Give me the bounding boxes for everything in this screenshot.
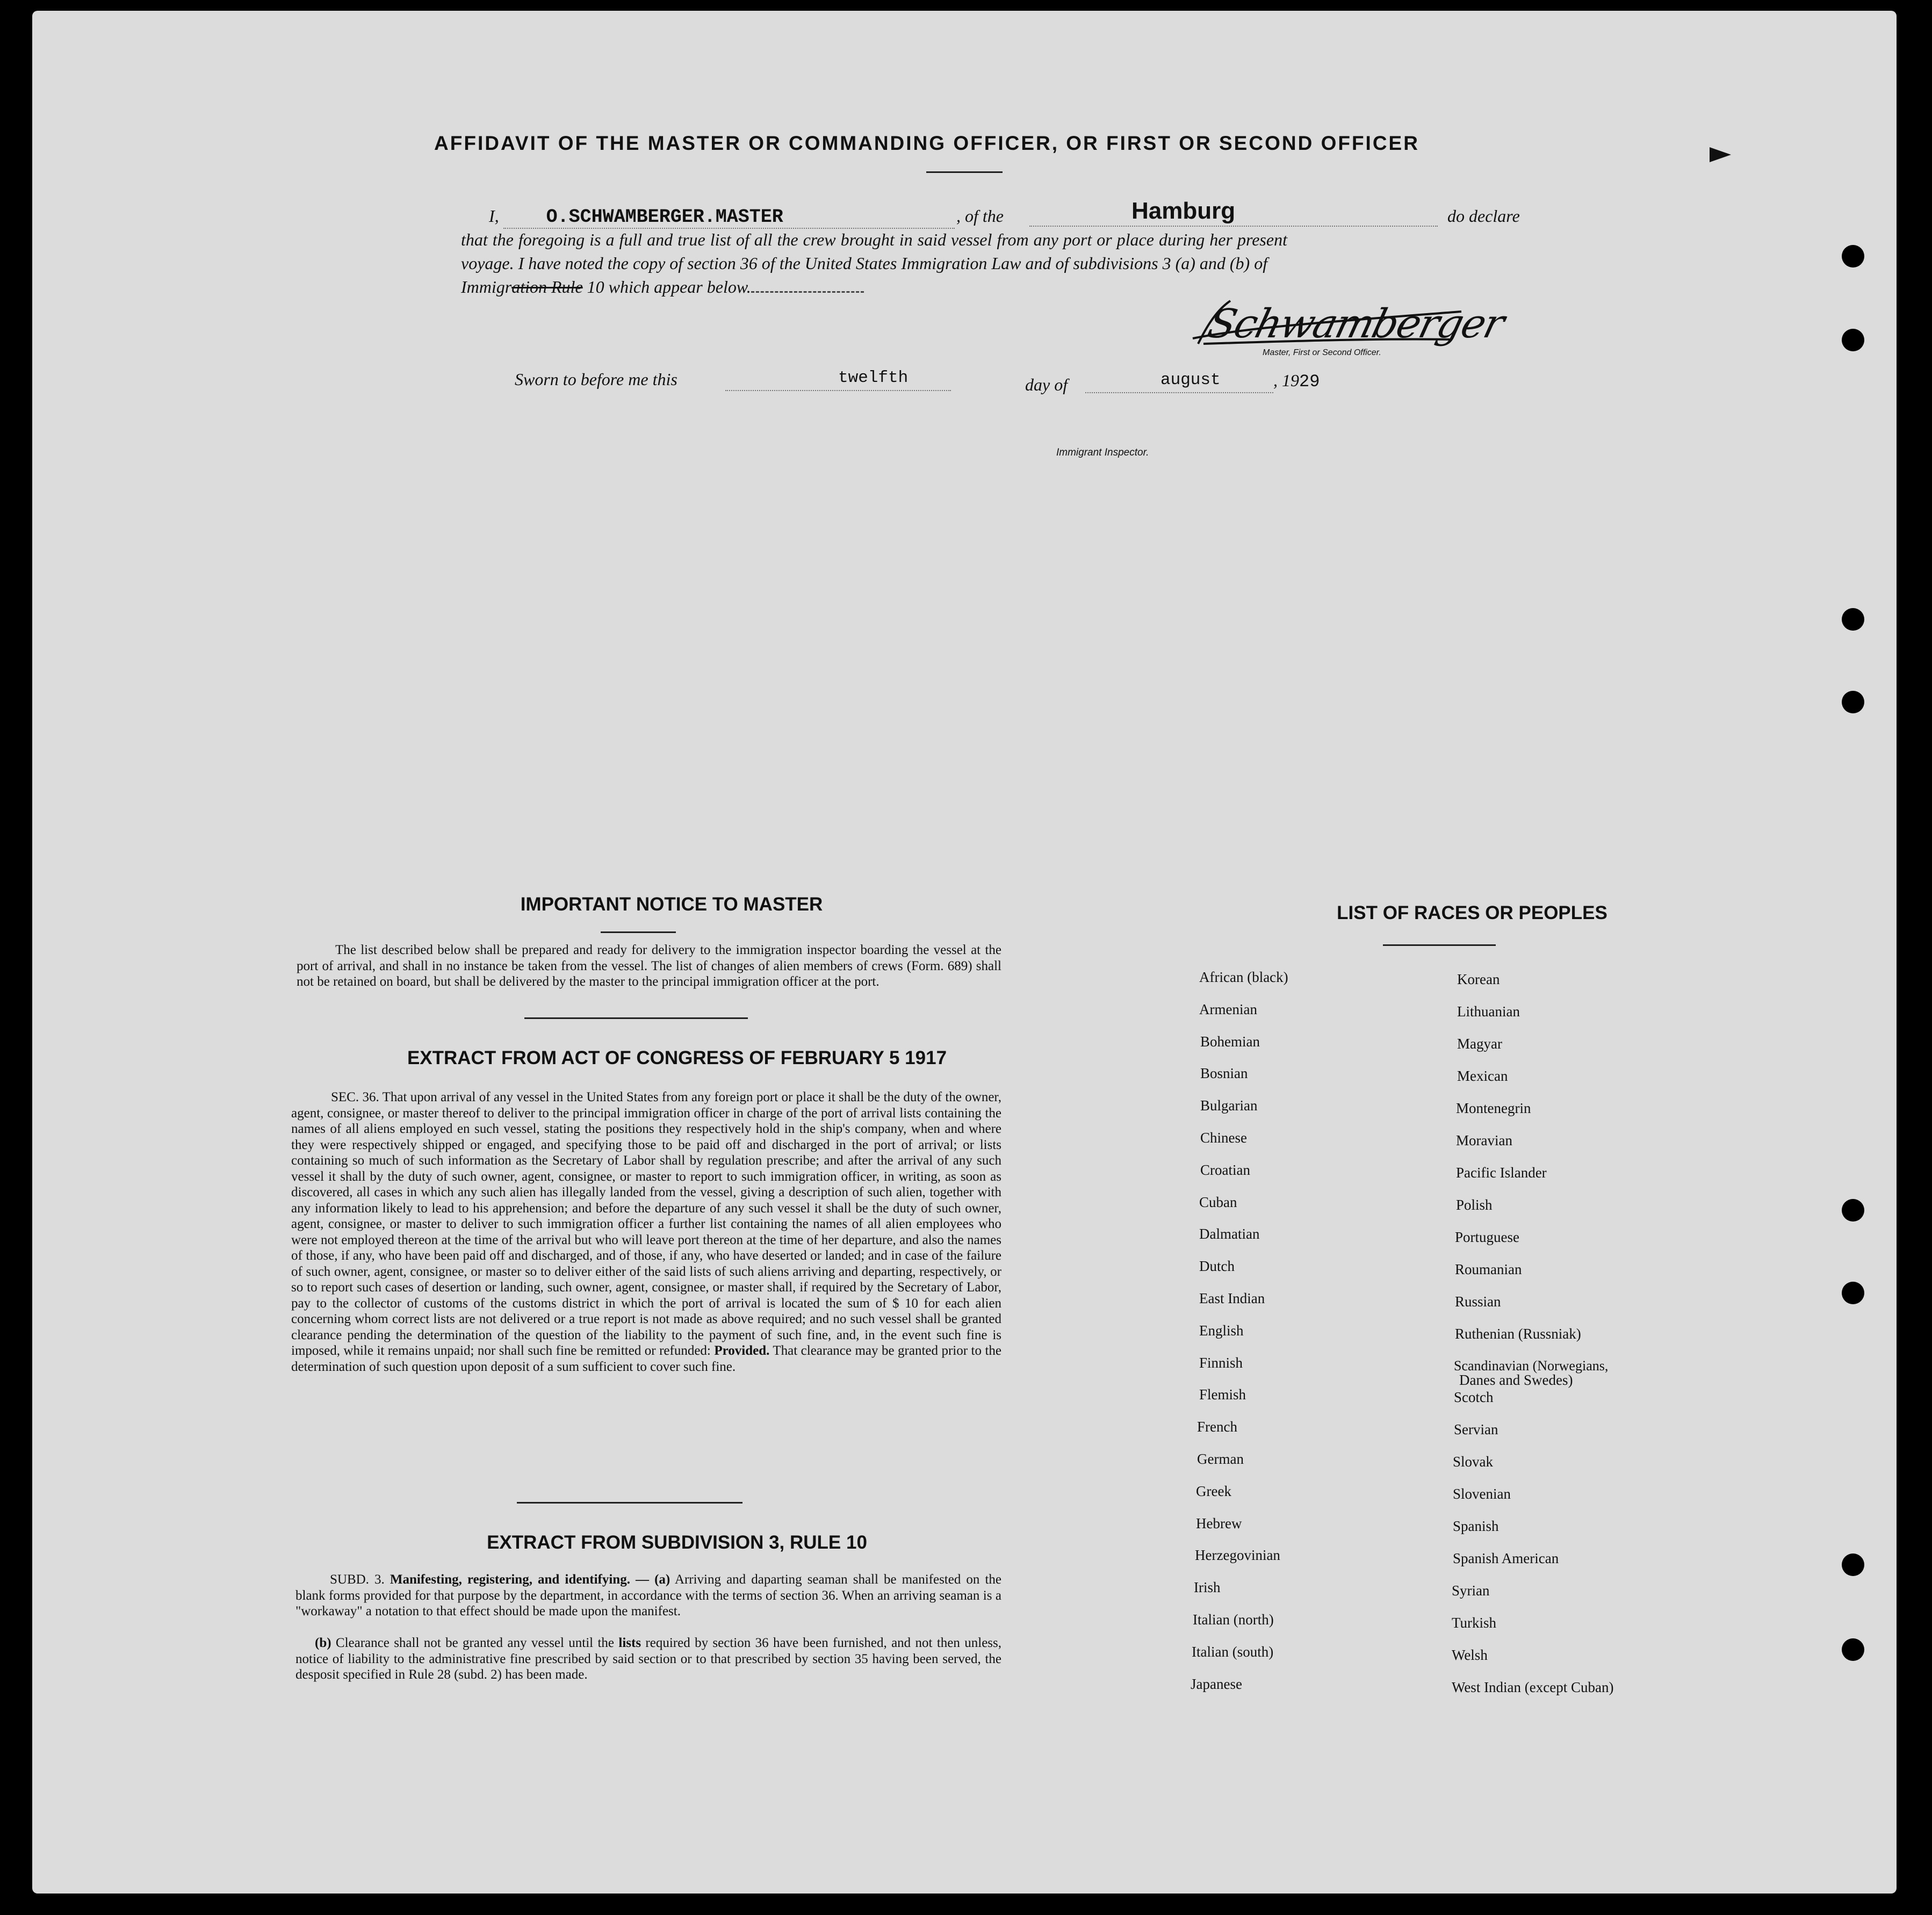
divider bbox=[524, 1017, 748, 1019]
line4-struck: ation Rule bbox=[511, 277, 583, 297]
race-item: Greek bbox=[1196, 1483, 1231, 1499]
vessel-field bbox=[1029, 198, 1438, 227]
act-provided: Provided. bbox=[714, 1343, 770, 1358]
rule10-a-text: Arriving and daparting seaman shall be manifested on the blank forms provided for that purpose by the department, in accordance with the terms of section 36. When an arriving seaman is a "workaway" a notation to that effect should be made upon the manifest. bbox=[295, 1572, 1002, 1618]
race-item: East Indian bbox=[1199, 1290, 1265, 1306]
act-body: SEC. 36. That upon arrival of any vessel in the United States from any foreign port or place it shall be the duty of the owner, agent, consignee, or master thereof to deliver to the principal immigration officer in charge of the port of arrival lists containing the names of all aliens employed en such vessel, stating the positions they respectively hold in the ship's company, when and where they were respectively shipped or engaged, and specifying those to be paid off and discharged in the port of arrival; or lists containing so much of such information as the Secretary of Labor shall by regulation prescribe; and after the arrival of any such vessel it shall by the duty of such owner, agent, consignee, or master to report to such immigration officer, in writing, as soon as discovered, all cases in which any such alien has illegally landed from the vessel, giving a description of such alien, together with any information likely to lead to his apprehension; and before the departure of any such vessel it shall be the duty of such owner, agent, consignee, or master to deliver to such immigration officer a further list containing the names of all alien employees who were not employed thereon at the time of the arrival but who will leave port thereon at the time of her departure, and also the names of those, if any, who have been paid off and discharged, and of those, if any, who have deserted or landed; and in case of the failure of such owner, agent, consignee, or master so to deliver either of the said lists of such aliens arriving and departing, respectively, or so to report such cases of desertion or landing, such owner, agent, consignee, or master shall, if required by the Secretary of Labor, pay to the collector of customs of the customs district in which the port of arrival is located the sum of $ 10 for each alien concerning whom correct lists are not delivered or a true report is not made as above required; and no such vessel shall be granted clearance pending the determination of the question of the liability to the payment of such fine, and, in the event such fine is imposed, while it remains unpaid; nor shall such fine be remitted or refunded: bbox=[291, 1090, 1001, 1358]
sworn-month: august bbox=[1160, 371, 1221, 389]
rule10-a-title: Manifesting, registering, and identifying. — (a) bbox=[390, 1572, 671, 1587]
binder-hole bbox=[1842, 608, 1864, 631]
race-item: Slovak bbox=[1453, 1454, 1494, 1470]
rule10-a bbox=[295, 1572, 1001, 1620]
race-item: West Indian (except Cuban) bbox=[1452, 1679, 1614, 1695]
sworn-year bbox=[1273, 371, 1320, 392]
divider bbox=[1383, 944, 1496, 946]
affidavit-heading: AFFIDAVIT OF THE MASTER OR COMMANDING OFFICER, OR FIRST OR SECOND OFFICER bbox=[434, 132, 1419, 154]
race-item: Mexican bbox=[1457, 1068, 1508, 1084]
race-item: Bulgarian bbox=[1200, 1097, 1258, 1114]
line4-start: Immigr bbox=[461, 277, 512, 297]
signature: Schwamberger bbox=[1203, 301, 1509, 347]
affidavit-line-3: voyage. I have noted the copy of section 36 of the United States Immigration Law and of subdivisions 3 (a) and (b) of bbox=[461, 254, 1268, 273]
race-item: Welsh bbox=[1452, 1647, 1488, 1663]
sworn-day: twelfth bbox=[838, 368, 909, 387]
race-item: Bosnian bbox=[1200, 1065, 1248, 1082]
race-item: Cuban bbox=[1199, 1194, 1237, 1210]
divider bbox=[517, 1502, 742, 1504]
act-heading: EXTRACT FROM ACT OF CONGRESS OF FEBRUARY 5 1917 bbox=[407, 1047, 947, 1068]
race-item: Montenegrin bbox=[1456, 1100, 1531, 1116]
day-of-label: day of bbox=[1025, 375, 1068, 394]
race-item: Japanese bbox=[1191, 1675, 1242, 1692]
race-item: Polish bbox=[1456, 1197, 1493, 1213]
divider bbox=[601, 931, 676, 933]
affidavit-line-4 bbox=[461, 277, 864, 297]
of-the-label: , of the bbox=[956, 206, 1004, 226]
binder-hole bbox=[1842, 1282, 1864, 1304]
affidavit-line-2: that the foregoing is a full and true list of all the crew brought in said vessel from any port or place during her present bbox=[461, 230, 1287, 249]
race-item: Korean bbox=[1457, 971, 1500, 987]
race-item: Dalmatian bbox=[1199, 1226, 1260, 1242]
race-item: German bbox=[1197, 1451, 1244, 1467]
race-item: Scandinavian (Norwegians, bbox=[1454, 1358, 1609, 1374]
race-item: Chinese bbox=[1200, 1130, 1247, 1146]
race-item: Slovenian bbox=[1453, 1486, 1511, 1502]
race-item: Russian bbox=[1455, 1293, 1501, 1310]
binder-hole bbox=[1842, 1553, 1864, 1576]
sworn-label: Sworn to before me this bbox=[515, 370, 677, 389]
race-item: English bbox=[1199, 1322, 1244, 1339]
vessel-name: Hamburg bbox=[1131, 198, 1236, 224]
race-item: Syrian bbox=[1452, 1582, 1490, 1599]
sworn-day-field bbox=[725, 368, 951, 391]
inspector-caption: Immigrant Inspector. bbox=[1056, 447, 1149, 458]
race-item: Hebrew bbox=[1196, 1515, 1242, 1531]
document-sheet bbox=[32, 11, 1897, 1894]
race-item: Irish bbox=[1194, 1579, 1221, 1596]
master-line bbox=[489, 206, 955, 229]
races-heading: LIST OF RACES OR PEOPLES bbox=[1337, 902, 1607, 923]
race-item: Armenian bbox=[1199, 1001, 1257, 1017]
race-item: Magyar bbox=[1457, 1036, 1502, 1052]
pronoun: I, bbox=[489, 206, 499, 226]
rule10-b bbox=[295, 1635, 1001, 1683]
race-item: Pacific Islander bbox=[1456, 1165, 1547, 1181]
race-item: Bohemian bbox=[1200, 1033, 1260, 1050]
master-name: O.SCHWAMBERGER.MASTER bbox=[546, 206, 783, 228]
year-suffix: 29 bbox=[1299, 372, 1320, 392]
sworn-month-field bbox=[1085, 371, 1273, 393]
binder-hole bbox=[1842, 245, 1864, 268]
binder-hole bbox=[1842, 691, 1864, 713]
race-item: Portuguese bbox=[1455, 1229, 1519, 1245]
race-item: Dutch bbox=[1199, 1258, 1235, 1275]
signature-caption: Master, First or Second Officer. bbox=[1263, 348, 1381, 357]
act-body-end: That clearance may be granted prior to the determination of such question upon deposit of a sum sufficient to cover such fine. bbox=[291, 1343, 1001, 1374]
race-item: Lithuanian bbox=[1457, 1003, 1520, 1020]
master-name-field bbox=[503, 206, 955, 229]
rule10-b-text1: Clearance shall not be granted any vessel until the bbox=[335, 1636, 615, 1650]
year-prefix: , 19 bbox=[1273, 371, 1299, 390]
do-declare-label: do declare bbox=[1447, 206, 1520, 226]
race-item: Moravian bbox=[1456, 1132, 1512, 1148]
race-item: Flemish bbox=[1199, 1386, 1246, 1403]
rule10-heading: EXTRACT FROM SUBDIVISION 3, RULE 10 bbox=[487, 1532, 867, 1553]
race-item: Ruthenian (Russniak) bbox=[1455, 1326, 1581, 1342]
race-item: Herzegovinian bbox=[1195, 1547, 1280, 1564]
race-item: Spanish American bbox=[1453, 1550, 1559, 1566]
race-item: Danes and Swedes) bbox=[1459, 1372, 1573, 1388]
divider bbox=[926, 171, 1003, 173]
rule10-b-lists: lists bbox=[618, 1636, 641, 1650]
binder-hole bbox=[1842, 1638, 1864, 1661]
race-item: Croatian bbox=[1200, 1161, 1250, 1178]
race-item: Scotch bbox=[1454, 1389, 1494, 1405]
race-item: French bbox=[1197, 1419, 1237, 1435]
race-item: African (black) bbox=[1199, 969, 1288, 985]
race-item: Italian (south) bbox=[1192, 1643, 1274, 1660]
race-item: Italian (north) bbox=[1193, 1612, 1274, 1628]
race-item: Finnish bbox=[1199, 1354, 1243, 1371]
rule10-b-label: (b) bbox=[315, 1636, 331, 1650]
binder-hole bbox=[1842, 1199, 1864, 1222]
race-item: Servian bbox=[1454, 1421, 1498, 1437]
rule10-b-text2: required by section 36 have been furnished, and not then unless, notice of liability to the administrative fine prescribed by said section or to that prescribed by section 35 having been served, the desposit specified in Rule 28 (subd. 2) has been made. bbox=[295, 1636, 1001, 1682]
notice-text: The list described below shall be prepared and ready for delivery to the immigration inspector boarding the vessel at the port of arrival, and shall in no instance be taken from the vessel. The list of changes of alien members of crews (Form. 689) shall not be retained on board, but shall be delivered by the master to the principal immigration officer at the port. bbox=[297, 943, 1001, 989]
race-item: Spanish bbox=[1453, 1518, 1499, 1534]
line4-end: 10 which appear below. bbox=[587, 277, 751, 297]
race-item: Roumanian bbox=[1455, 1261, 1522, 1277]
rule10-a-lead: SUBD. 3. bbox=[330, 1572, 385, 1587]
binder-hole bbox=[1842, 329, 1864, 351]
race-item: Turkish bbox=[1452, 1615, 1497, 1631]
act-text bbox=[291, 1089, 1001, 1375]
notice-heading: IMPORTANT NOTICE TO MASTER bbox=[520, 894, 823, 915]
